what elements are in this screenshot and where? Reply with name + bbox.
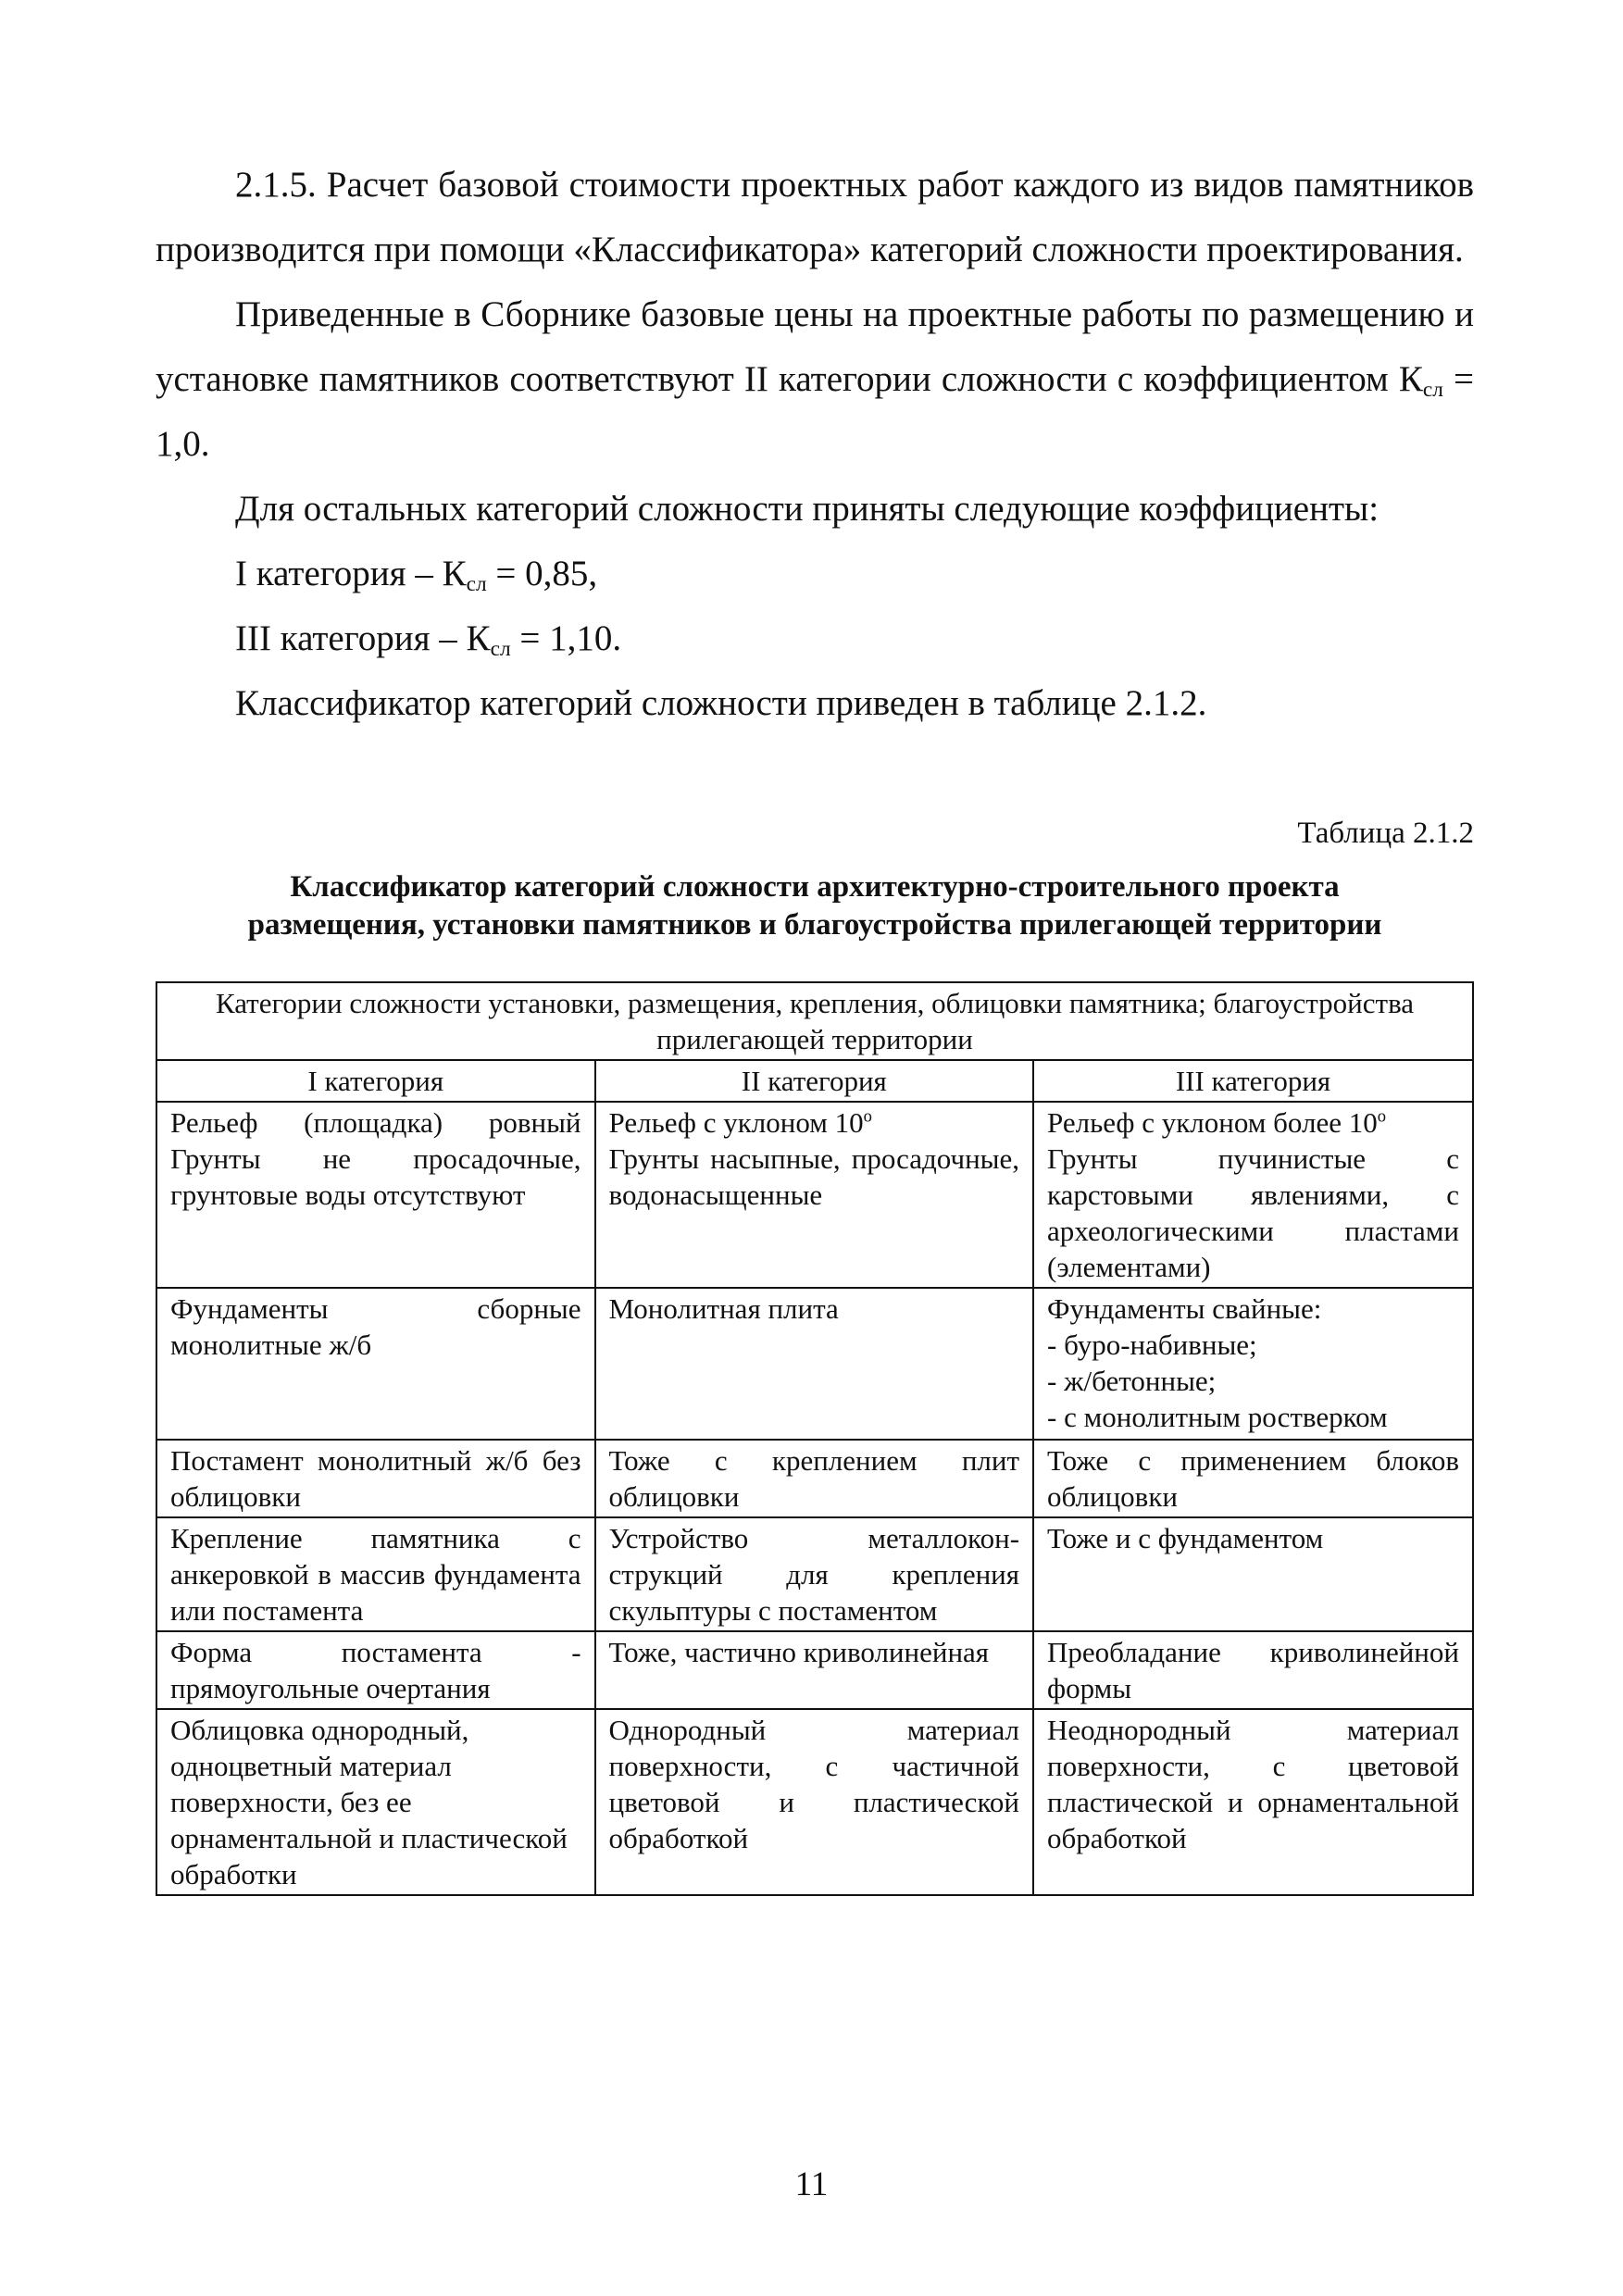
table-cell: Устройство металлокон-струкций для крепления скульптуры с постаментом [595,1517,1034,1631]
table-title-line-2: размещения, установки памятников и благоустройства прилегающей территории [247,908,1382,942]
table-cell: Тоже и с фундаментом [1033,1517,1473,1631]
table-row [156,1517,1473,1631]
cell-line [609,1104,1020,1141]
table-header: Категории сложности установки, размещения, крепления, облицовки памятника; благоустройства прилегающей территории [156,982,1473,1060]
table-label: Таблица 2.1.2 [1297,817,1474,850]
table-title [156,868,1474,944]
cell-text: Рельеф с уклоном 10 [608,1106,864,1139]
body-text [156,153,1474,736]
table-cell: Тоже, частично криволинейная [595,1631,1034,1709]
table-row [156,1440,1473,1517]
table-cell: Неоднородный материал поверхности, с цветовой пластической и орнаментальной обработкой [1033,1709,1473,1895]
page-number: 11 [794,2165,829,2203]
paragraph-2-1-5: 2.1.5. Расчет базовой стоимости проектных работ каждого из видов памятников производится при помощи «Классификатора» категорий сложности проектирования. [156,165,1474,269]
table-cell [1033,1102,1473,1288]
column-header-category-3: III категория [1033,1060,1473,1102]
table-title-line-1: Классификатор категорий сложности архитектурно-строительного проекта [290,870,1340,904]
table-columns-row [156,1060,1473,1102]
subscript-sl: сл [1422,377,1443,402]
column-header-category-2: II категория [595,1060,1034,1102]
cell-line: Грунты насыпные, просадочные, водонасыщенные [608,1142,1020,1211]
table-cell: Однородный материал поверхности, с частичной цветовой и пластической обработкой [595,1709,1034,1895]
category-1-text: I категория – К [235,554,467,593]
table-cell: Тоже с применением блоков облицовки [1033,1440,1473,1517]
table-cell: Постамент монолитный ж/б без облицовки [156,1440,595,1517]
paragraph-base-prices-value: = 1,0. [156,359,1474,464]
table-cell: Фундаменты сборные монолитные ж/б [156,1288,595,1440]
degree-superscript: о [1377,1106,1387,1127]
table-row [156,1288,1473,1440]
category-1-value: = 0,85, [486,554,598,593]
column-header-category-1: I категория [156,1060,595,1102]
cell-line: Грунты пучинистые с карстовыми явлениями, с археологическими пластами (элементами) [1047,1142,1459,1283]
table-row [156,1102,1473,1288]
table-cell [1033,1288,1473,1440]
subscript-sl: сл [490,636,511,661]
cell-line [1047,1104,1459,1141]
cell-line: Фундаменты свайные: [1047,1292,1322,1325]
paragraph-base-prices [156,282,1474,477]
category-3-coefficient [156,606,1474,671]
paragraph-classifier-ref: Классификатор категорий сложности приведен в таблице 2.1.2. [235,683,1207,723]
table-cell: Облицовка однородный, одноцветный материал поверхности, без ее орнаментальной и пластической обработки [156,1709,595,1895]
table-cell: Крепление памятника с анкеровкой в массив фундамента или постамента [156,1517,595,1631]
table-cell [595,1102,1034,1288]
subscript-sl: сл [466,571,487,596]
category-3-text: III категория – К [235,618,491,658]
table-cell: Форма постамента - прямоугольные очертания [156,1631,595,1709]
category-1-coefficient [156,542,1474,606]
table-row [156,1709,1473,1895]
table-cell: Монолитная плита [595,1288,1034,1440]
category-3-value: = 1,10. [510,618,622,658]
degree-superscript: о [863,1106,872,1127]
paragraph-base-prices-text: Приведенные в Сборнике базовые цены на проектные работы по размещению и установке памятников соответствуют II категории сложности с коэффициентом К [156,294,1474,399]
cell-line: - буро-набивные; [1047,1329,1257,1361]
table-cell: Рельеф (площадка) ровный Грунты не просадочные, грунтовые воды отсутствуют [156,1102,595,1288]
table-cell: Преобладание криволинейной формы [1033,1631,1473,1709]
paragraph-other-categories: Для остальных категорий сложности приняты следующие коэффициенты: [235,489,1380,529]
cell-text: Рельеф с уклоном более 10 [1047,1106,1378,1139]
table-row [156,1631,1473,1709]
table-cell: Тоже с креплением плит облицовки [595,1440,1034,1517]
cell-line: - ж/бетонные; [1047,1365,1217,1397]
classifier-table [156,981,1474,1896]
table-header-row [156,982,1473,1060]
cell-line: - с монолитным ростверком [1047,1401,1388,1433]
